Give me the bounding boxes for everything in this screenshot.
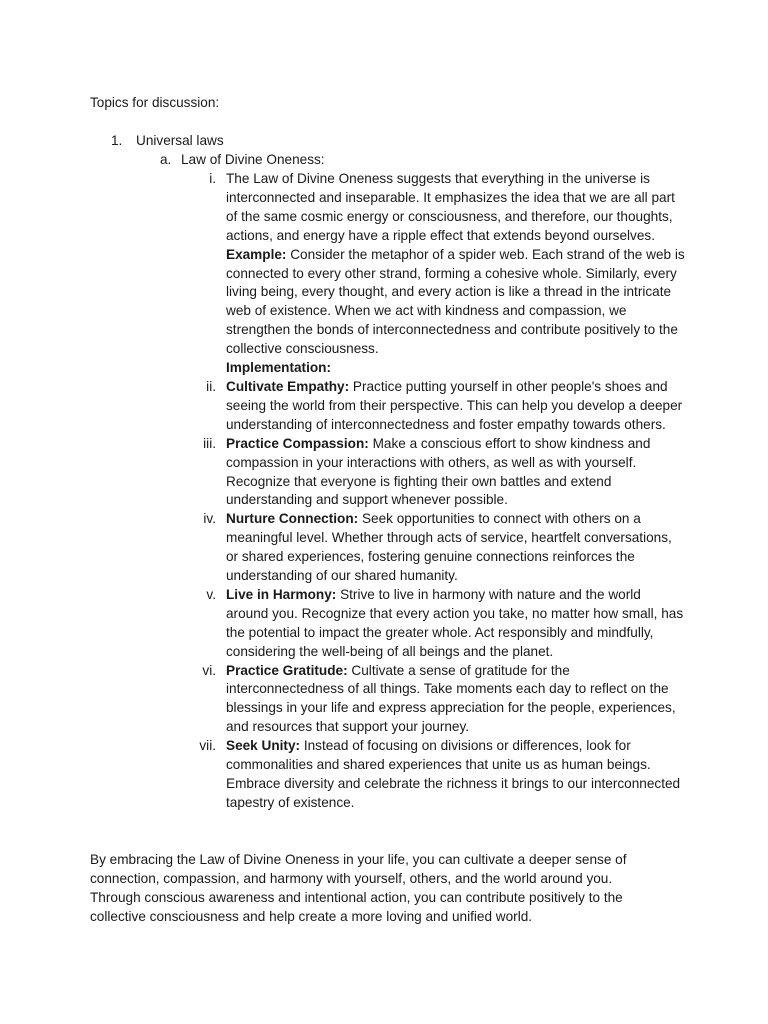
item-label: Practice Compassion:: [226, 435, 369, 451]
item-paragraph: [226, 435, 686, 511]
item-label: Live in Harmony:: [226, 586, 337, 602]
item-paragraph: [226, 737, 686, 813]
list-item: [0, 737, 686, 813]
description-paragraph: The Law of Divine Oneness suggests that everything in the universe is interconnected and inseparable. It emphasizes the idea that we are all part of the same cosmic energy or consciousness, and therefore, our thoughts, actions, and energy have a ripple effect that extends beyond ourselves.: [226, 171, 675, 243]
list-marker: 1.: [111, 133, 123, 148]
item-text: Cultivate a sense of gratitude for the interconnectedness of all things. Take moments each day to reflect on the blessings in your life and express appreciation for the people, experiences, and resources that support your journey.: [226, 662, 676, 735]
list-item: [0, 435, 686, 511]
item-paragraph: [226, 586, 686, 662]
list-marker: ii.: [206, 378, 216, 394]
example-text: Consider the metaphor of a spider web. Each strand of the web is connected to every other strand, forming a cohesive whole. Similarly, every living being, every thought, and every action is like a thread in the intricate web of existence. When we act with kindness and compassion, we strengthen the bonds of interconnectedness and contribute positively to the collective consciousness.: [226, 246, 685, 357]
item-label: Nurture Connection:: [226, 511, 359, 527]
list-item: [0, 510, 686, 586]
item-text: Make a conscious effort to show kindness and compassion in your interactions with others, as well as with yourself. Recognize that everyone is fighting their own battles and extend understanding and support whenever possible.: [226, 435, 651, 508]
page-heading: Topics for discussion:: [90, 95, 220, 110]
item-text: Seek opportunities to connect with others on a meaningful level. Whether through acts of service, heartfelt conversations, or shared experiences, fostering genuine connections reinforces the understanding of our shared humanity.: [226, 511, 672, 584]
item-text: Strive to live in harmony with nature and the world around you. Recognize that every action you take, no matter how small, has the potential to impact the greater whole. Act responsibly and mindfully, considering the well-being of all beings and the planet.: [226, 586, 684, 659]
list-marker: iv.: [203, 511, 216, 527]
item-text: Instead of focusing on divisions or differences, look for commonalities and shared experiences that unite us as human beings. Embrace diversity and celebrate the richness it brings to our interconnected tapestry of existence.: [226, 738, 681, 810]
item-label: Practice Gratitude:: [226, 662, 348, 678]
item-paragraph: [226, 378, 686, 435]
item-paragraph: [226, 510, 686, 586]
example-label: Example:: [226, 246, 287, 262]
closing-paragraph: By embracing the Law of Divine Oneness in your life, you can cultivate a deeper sense of connection, compassion, and harmony with yourself, others, and the world around you. Through conscious awareness and intentional action, you can contribute positively to the collective consciousness and help create a more loving and unified world.: [90, 852, 627, 924]
list-marker: vii.: [199, 738, 216, 754]
list-marker: v.: [206, 586, 216, 602]
list-item: [0, 378, 686, 435]
section-title: Universal laws: [136, 133, 224, 148]
list-marker: vi.: [202, 662, 216, 678]
example-paragraph: [226, 246, 686, 359]
list-item: [0, 170, 686, 378]
subsection-title: Law of Divine Oneness:: [181, 152, 325, 167]
item-label: Cultivate Empathy:: [226, 378, 350, 394]
roman-list: [0, 170, 768, 813]
list-marker: iii.: [203, 435, 216, 451]
item-label: Seek Unity:: [226, 738, 301, 754]
list-item: [0, 662, 686, 738]
list-marker: i.: [209, 171, 216, 186]
item-text: Practice putting yourself in other people's shoes and seeing the world from their perspective. This can help you develop a deeper understanding of interconnectedness and foster empathy towards others.: [226, 378, 683, 432]
item-paragraph: [226, 662, 686, 738]
list-item: [0, 586, 686, 662]
list-marker: a.: [160, 152, 172, 167]
implementation-label: Implementation:: [226, 360, 331, 376]
